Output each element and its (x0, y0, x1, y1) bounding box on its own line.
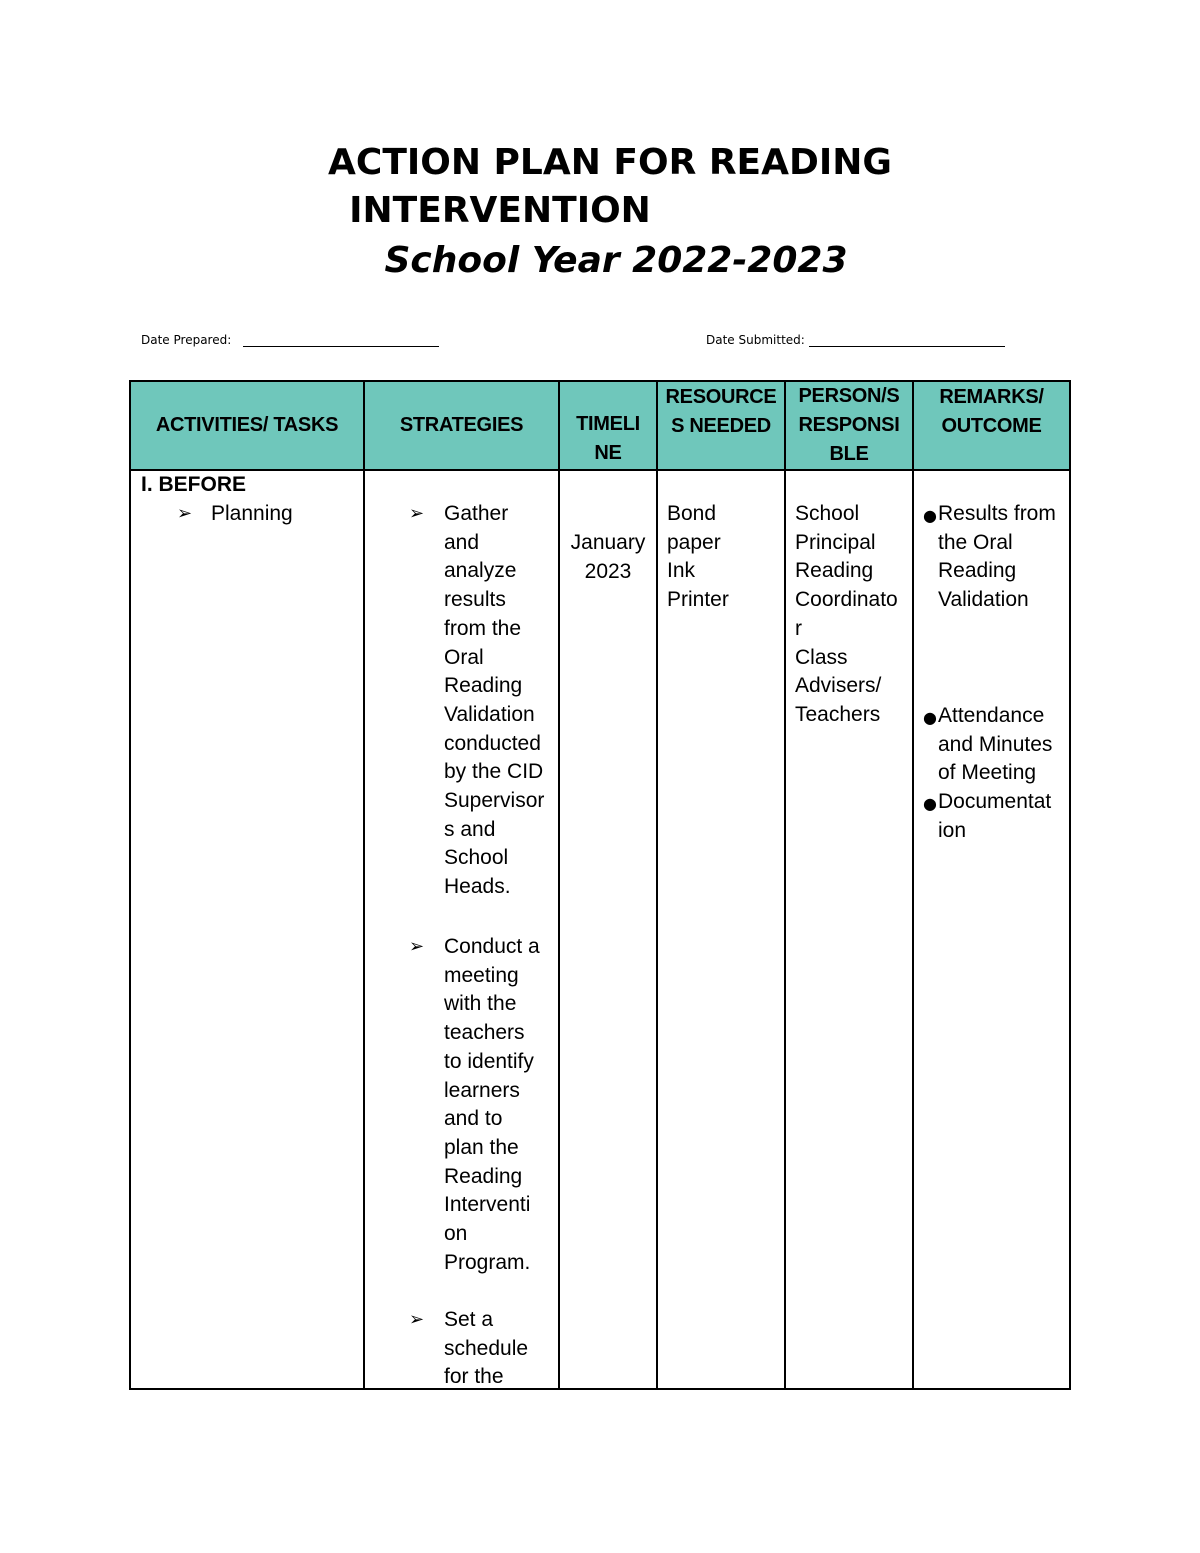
date-submitted-blank[interactable] (809, 334, 1005, 347)
remark-line: Reading (938, 559, 1017, 583)
strategy-item (444, 500, 544, 902)
strategy-line: on (444, 1222, 468, 1246)
document-title: ACTION PLAN FOR READING (328, 142, 892, 183)
date-prepared-label: Date Prepared: (141, 333, 232, 347)
activity-item-planning: Planning (211, 502, 293, 525)
date-submitted-field (706, 333, 1005, 347)
document-title-line2: INTERVENTION (349, 190, 651, 231)
person-line: School (795, 502, 860, 525)
strategy-line: from the (444, 616, 522, 640)
strategy-line: analyze (444, 559, 517, 583)
arrow-bullet-icon: ➢ (409, 936, 425, 957)
arrow-bullet-icon: ➢ (177, 503, 193, 524)
resources-list (667, 500, 729, 615)
resource-line: Ink (667, 559, 696, 583)
activity-section-before: I. BEFORE (141, 473, 247, 496)
remark-line: of Meeting (938, 761, 1037, 785)
resource-line: paper (667, 530, 721, 554)
header-persons-responsible: PERSON/S RESPONSI BLE (798, 385, 900, 465)
person-line: r (795, 616, 802, 640)
date-prepared-blank[interactable] (243, 334, 439, 347)
bullet-icon: ● (923, 708, 937, 727)
remark-line: and Minutes (938, 732, 1053, 756)
header-remarks: REMARKS/ OUTCOME (939, 386, 1044, 437)
resource-line: Printer (667, 588, 729, 612)
strategy-line: School (444, 846, 509, 870)
person-line: Advisers/ (795, 674, 882, 698)
strategy-line: teachers (444, 1021, 525, 1045)
action-plan-table (129, 380, 1071, 1390)
strategy-line: conducted (444, 731, 541, 755)
strategy-item (444, 933, 540, 1277)
column-divider (363, 382, 365, 1388)
strategy-line: for the (444, 1365, 504, 1389)
strategy-line: with the (444, 992, 517, 1016)
strategy-line: and (444, 530, 480, 554)
strategy-line: Validation (444, 702, 535, 726)
strategy-line: plan the (444, 1135, 519, 1159)
persons-responsible-list (795, 500, 898, 730)
remark-item (938, 788, 1051, 845)
strategy-line: and to (444, 1107, 503, 1131)
column-divider (656, 382, 658, 1388)
strategy-line: Reading (444, 1164, 523, 1188)
person-line: Class (795, 645, 848, 669)
strategy-line: results (444, 588, 506, 612)
header-timeline: TIMELI NE (576, 412, 640, 464)
strategy-line: by the CID (444, 760, 544, 784)
strategy-line: Oral (444, 645, 484, 669)
person-line: Principal (795, 530, 876, 554)
remark-line: Results from (938, 502, 1056, 525)
remark-item (938, 500, 1056, 615)
resource-line: Bond (667, 502, 717, 525)
strategy-line: learners (444, 1078, 520, 1102)
strategy-line: Heads. (444, 875, 511, 899)
remark-line: Validation (938, 588, 1029, 612)
arrow-bullet-icon: ➢ (409, 503, 425, 524)
bullet-icon: ● (923, 506, 937, 525)
remark-line: Documentat (938, 790, 1052, 813)
header-resources: RESOURCE S NEEDED (665, 386, 777, 437)
strategy-line: to identify (444, 1049, 534, 1073)
timeline-line: 2023 (584, 559, 632, 583)
school-year-subtitle: School Year 2022-2023 (384, 240, 848, 281)
remark-line: the Oral (938, 530, 1013, 554)
strategy-line: Interventi (444, 1193, 531, 1217)
header-strategies: STRATEGIES (399, 414, 524, 436)
bullet-icon: ● (923, 794, 937, 813)
header-activities: ACTIVITIES/ TASKS (155, 414, 339, 436)
remark-item (938, 702, 1052, 788)
column-divider (912, 382, 914, 1388)
person-line: Coordinato (795, 588, 898, 612)
date-prepared-field (141, 333, 439, 347)
arrow-bullet-icon: ➢ (409, 1309, 425, 1330)
strategy-line: Gather (444, 502, 509, 525)
strategy-line: Program. (444, 1250, 531, 1274)
strategy-line: s and (444, 817, 496, 841)
strategy-line: Conduct a (444, 935, 540, 958)
remark-line: Attendance (938, 704, 1045, 727)
column-divider (784, 382, 786, 1388)
person-line: Teachers (795, 702, 881, 726)
person-line: Reading (795, 559, 874, 583)
strategy-line: Set a (444, 1308, 494, 1331)
strategy-line: Supervisor (444, 789, 545, 813)
strategy-item (444, 1306, 528, 1392)
date-submitted-label: Date Submitted: (706, 333, 805, 347)
strategy-line: schedule (444, 1336, 529, 1360)
remark-line: ion (938, 818, 967, 842)
strategy-line: Reading (444, 674, 523, 698)
timeline-value (560, 529, 656, 586)
timeline-line: January (570, 531, 646, 554)
strategy-line: meeting (444, 963, 519, 987)
